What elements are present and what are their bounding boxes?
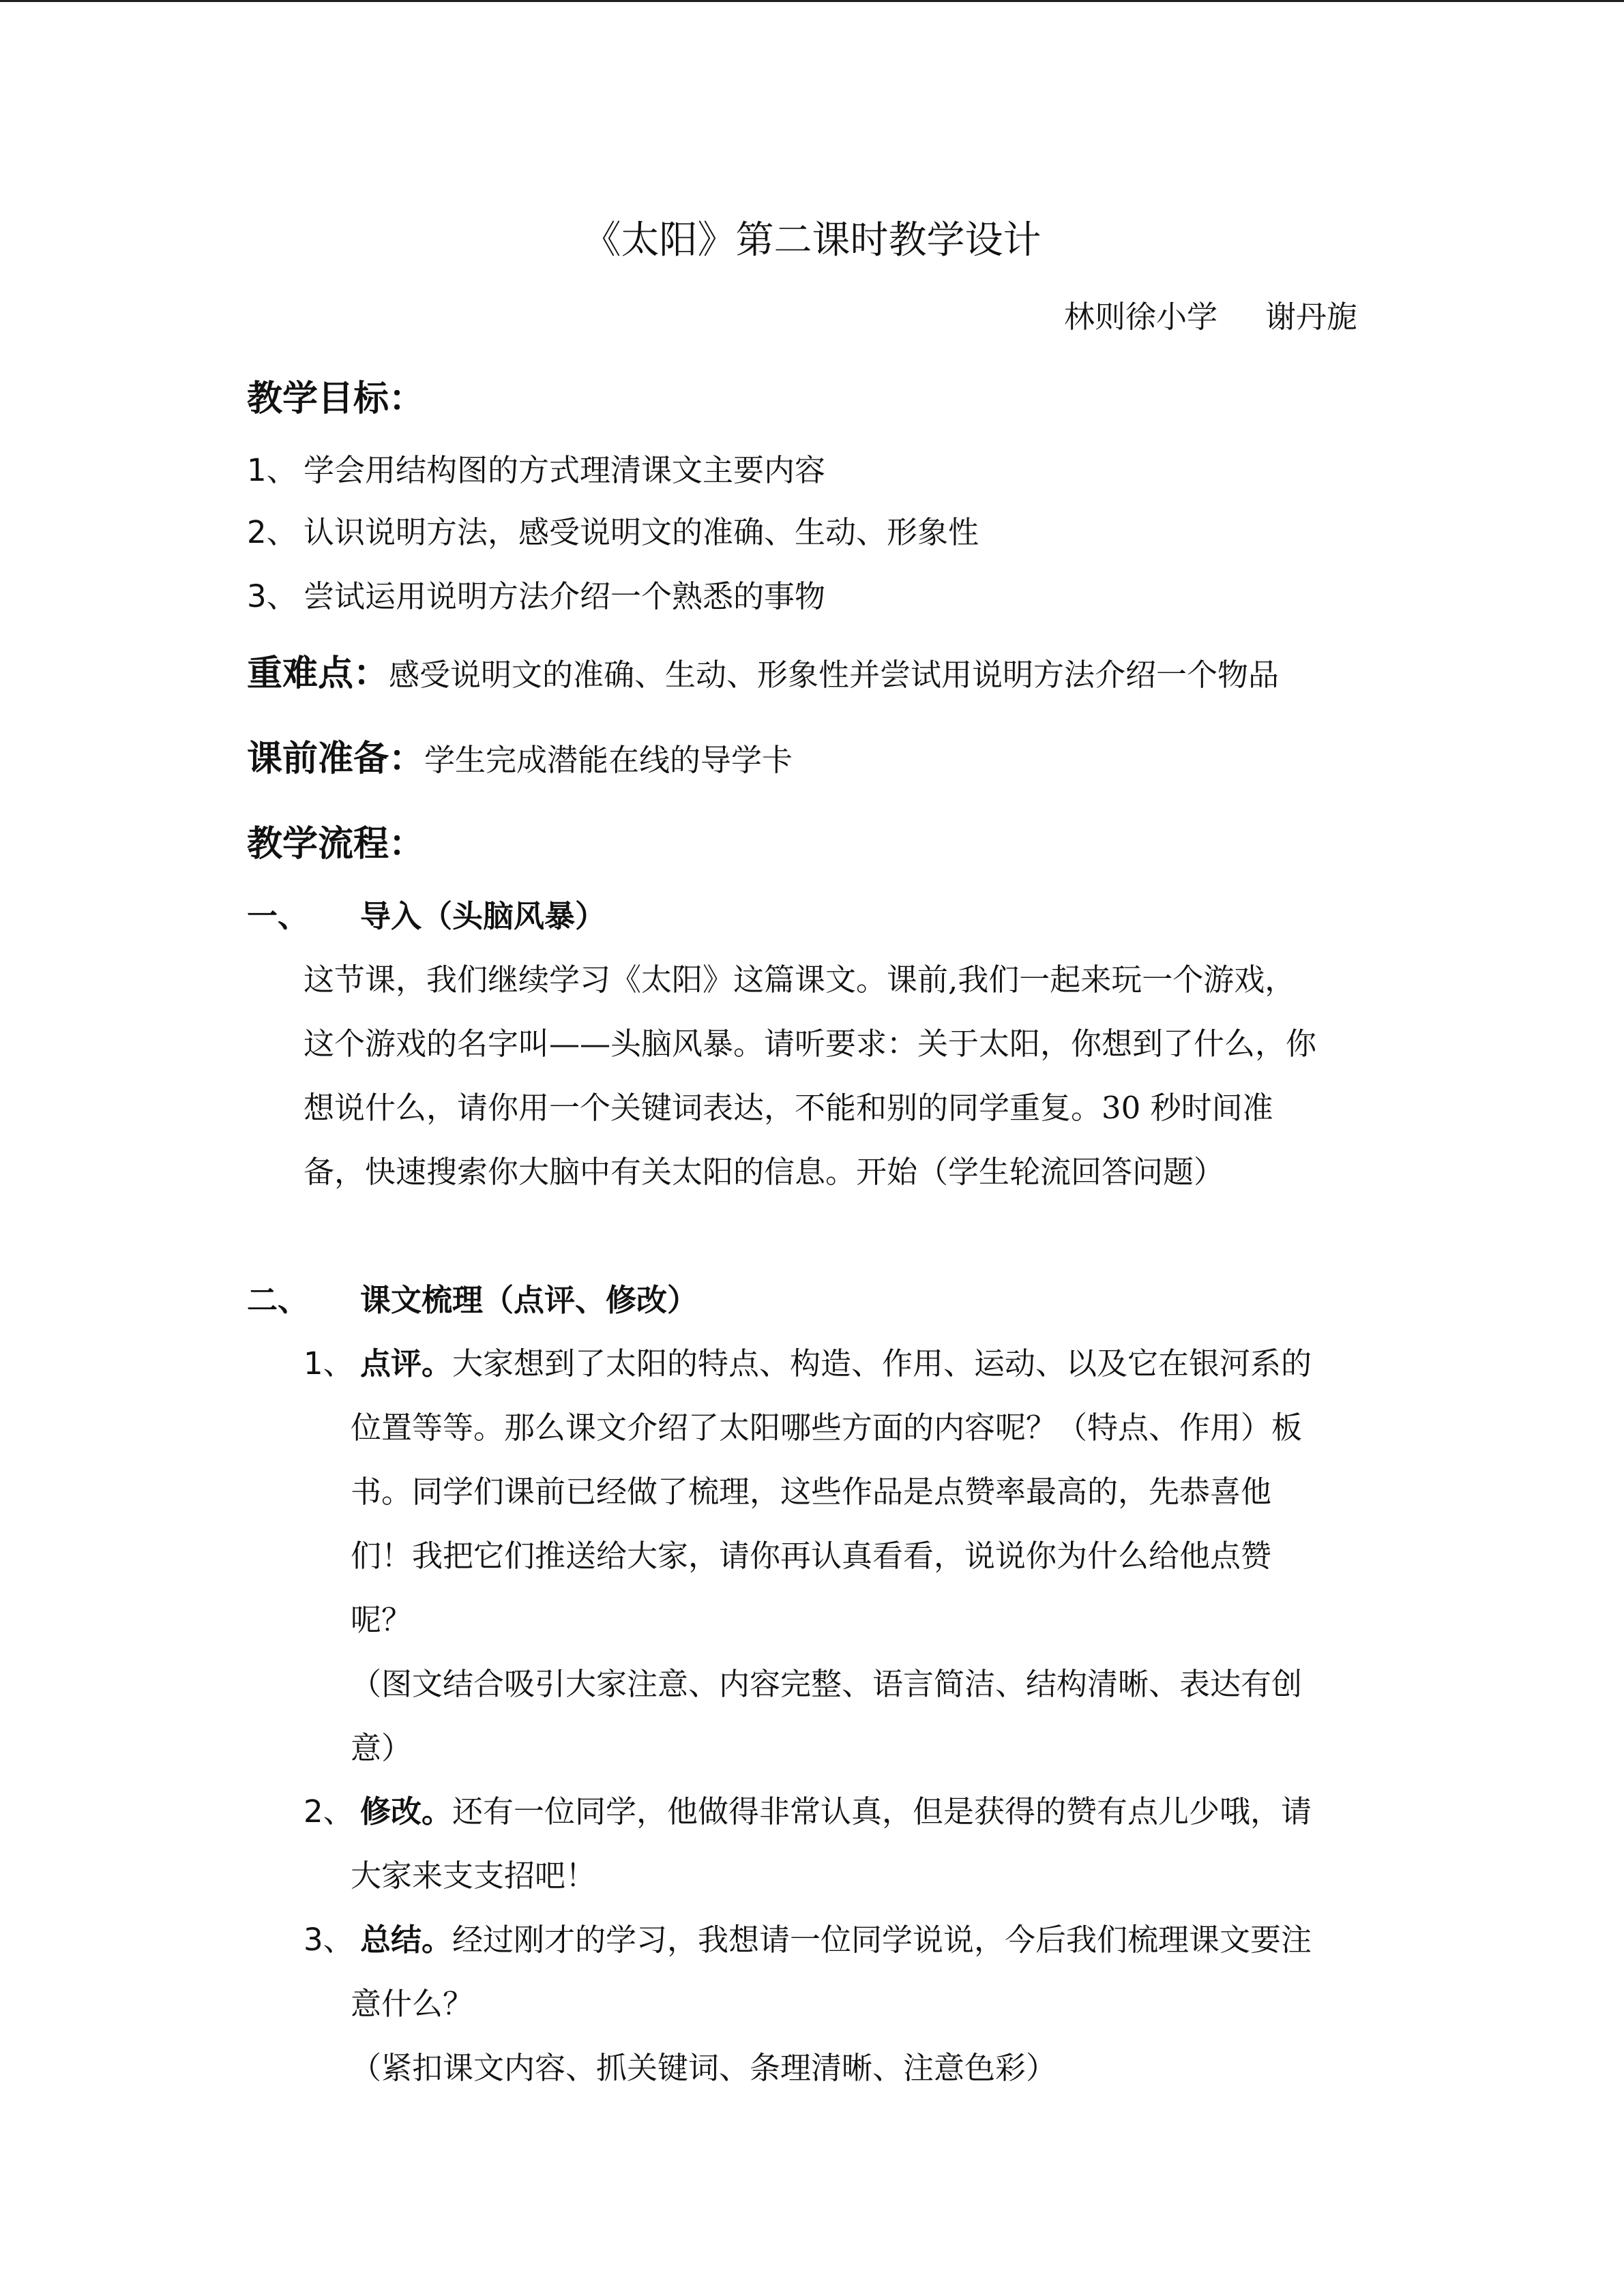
section-1-title: 导入（头脑风暴） bbox=[360, 898, 606, 934]
item-1-line-5: 呢？ bbox=[351, 1602, 413, 1638]
item-1-line-4: 们！我把它们推送给大家，请你再认真看看，说说你为什么给他点赞 bbox=[351, 1538, 1272, 1574]
item-1-line-3: 书。同学们课前已经做了梳理，这些作品是点赞率最高的，先恭喜他 bbox=[351, 1474, 1272, 1510]
item-3-answer-line: （紧扣课文内容、抓关键词、条理清晰、注意色彩） bbox=[351, 2050, 1057, 2086]
teacher-name: 谢丹旎 bbox=[1265, 299, 1358, 335]
top-border-line bbox=[0, 0, 1624, 2]
item-1-answer-line-2: 意） bbox=[351, 1730, 413, 1766]
objective-3-number: 3、 bbox=[247, 578, 297, 614]
section-1-line-1: 这节课，我们继续学习《太阳》这篇课文。课前,我们一起来玩一个游戏， bbox=[304, 961, 1296, 998]
preparation bbox=[247, 730, 793, 781]
item-3-number: 3、 bbox=[304, 1922, 354, 1958]
section-1-line-3: 想说什么，请你用一个关键词表达，不能和别的同学重复。30 秒时间准 bbox=[304, 1090, 1273, 1126]
item-1-text: 大家想到了太阳的特点、构造、作用、运动、以及它在银河系的 bbox=[452, 1345, 1312, 1382]
item-1-label: 点评。 bbox=[360, 1345, 453, 1382]
item-3-label: 总结。 bbox=[360, 1922, 453, 1958]
key-points-label: 重难点： bbox=[247, 653, 389, 694]
process-heading: 教学流程： bbox=[247, 824, 425, 865]
item-1-line-2: 位置等等。那么课文介绍了太阳哪些方面的内容呢？（特点、作用）板 bbox=[351, 1410, 1303, 1446]
item-1-answer-line-1: （图文结合吸引大家注意、内容完整、语言简洁、结构清晰、表达有创 bbox=[351, 1666, 1303, 1702]
section-1-line-2: 这个游戏的名字叫——头脑风暴。请听要求：关于太阳，你想到了什么，你 bbox=[304, 1026, 1317, 1062]
key-points-text: 感受说明文的准确、生动、形象性并尝试用说明方法介绍一个物品 bbox=[389, 657, 1280, 693]
item-3-text: 经过刚才的学习，我想请一位同学说说，今后我们梳理课文要注 bbox=[452, 1922, 1312, 1958]
objectives-heading: 教学目标： bbox=[247, 378, 425, 419]
objective-1-number: 1、 bbox=[247, 452, 297, 488]
preparation-text: 学生完成潜能在线的导学卡 bbox=[424, 742, 793, 778]
item-2-label: 修改。 bbox=[360, 1793, 453, 1830]
document-title: 《太阳》第二课时教学设计 bbox=[582, 218, 1042, 263]
item-3-line-2: 意什么？ bbox=[351, 1986, 474, 2022]
item-3-first-line bbox=[360, 1915, 1312, 1959]
section-1-line-4: 备，快速搜索你大脑中有关太阳的信息。开始（学生轮流回答问题） bbox=[304, 1154, 1225, 1190]
item-2-number: 2、 bbox=[304, 1793, 354, 1830]
item-2-line-2: 大家来支支招吧！ bbox=[351, 1858, 597, 1894]
objective-1-text: 学会用结构图的方式理清课文主要内容 bbox=[304, 452, 826, 488]
section-1-number: 一、 bbox=[247, 898, 309, 934]
author-line bbox=[1064, 292, 1357, 336]
item-1-number: 1、 bbox=[304, 1345, 354, 1382]
objective-2-number: 2、 bbox=[247, 514, 297, 550]
objective-3-text: 尝试运用说明方法介绍一个熟悉的事物 bbox=[304, 578, 826, 614]
preparation-label: 课前准备： bbox=[247, 739, 425, 779]
key-points bbox=[247, 644, 1279, 696]
item-2-text: 还有一位同学，他做得非常认真，但是获得的赞有点儿少哦，请 bbox=[452, 1793, 1312, 1830]
section-2-title: 课文梳理（点评、修改） bbox=[360, 1282, 698, 1318]
objective-2-text: 认识说明方法，感受说明文的准确、生动、形象性 bbox=[304, 514, 979, 550]
section-2-number: 二、 bbox=[247, 1282, 309, 1318]
item-2-first-line bbox=[360, 1787, 1312, 1831]
school-name: 林则徐小学 bbox=[1064, 299, 1218, 335]
item-1-first-line bbox=[360, 1339, 1312, 1383]
